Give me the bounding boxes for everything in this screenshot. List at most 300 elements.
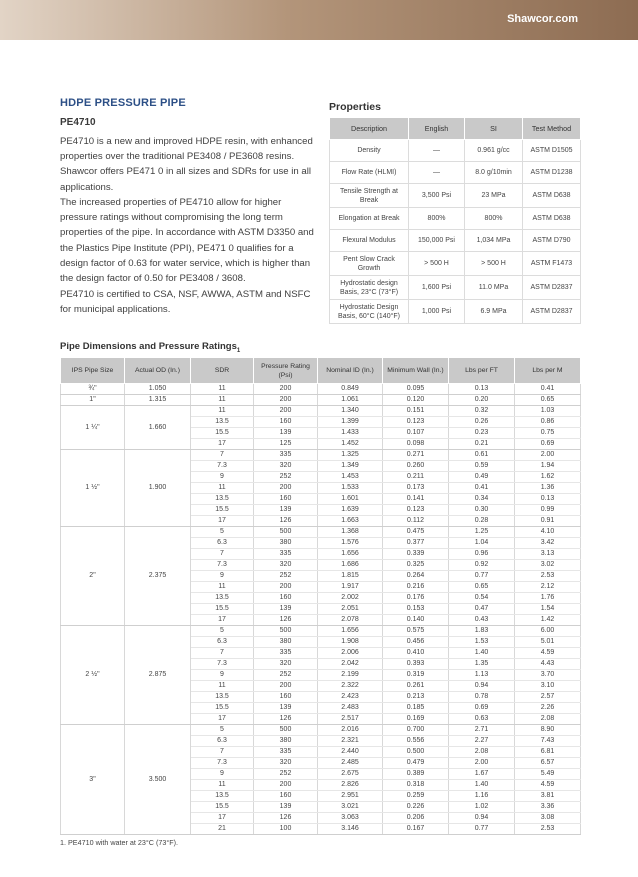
- dimensions-cell: 252: [254, 769, 318, 780]
- dimensions-cell: 1.40: [449, 780, 515, 791]
- dimensions-cell: 0.69: [515, 439, 581, 450]
- dimensions-cell: 0.61: [449, 450, 515, 461]
- dimensions-row: [61, 626, 581, 637]
- dimensions-cell: 1.663: [318, 516, 383, 527]
- dimensions-cell: 13.5: [191, 791, 254, 802]
- properties-row: [330, 208, 581, 230]
- dimensions-cell: 6.57: [515, 758, 581, 769]
- dimensions-title-text: Pipe Dimensions and Pressure Ratings: [60, 341, 237, 352]
- pipe-size-cell: 1": [61, 395, 125, 406]
- dimensions-cell: 21: [191, 824, 254, 835]
- dimensions-cell: 0.77: [449, 571, 515, 582]
- intro-paragraph-3: PE4710 is certified to CSA, NSF, AWWA, ASTM and NSFC for municipal applications.: [60, 289, 311, 316]
- dimensions-cell: 1.54: [515, 604, 581, 615]
- dimensions-cell: 0.169: [383, 714, 449, 725]
- dimensions-cell: 4.59: [515, 648, 581, 659]
- dimensions-cell: 160: [254, 791, 318, 802]
- properties-cell: —: [409, 140, 465, 162]
- dimensions-cell: 1.67: [449, 769, 515, 780]
- properties-cell: 6.9 MPa: [465, 300, 523, 324]
- dimensions-cell: 1.35: [449, 659, 515, 670]
- outer-diameter-cell: 1.315: [125, 395, 191, 406]
- dimensions-cell: 2.951: [318, 791, 383, 802]
- dimensions-cell: 1.399: [318, 417, 383, 428]
- dimensions-cell: 3.10: [515, 681, 581, 692]
- properties-header-cell: Test Method: [523, 118, 581, 140]
- dimensions-cell: 6.3: [191, 637, 254, 648]
- dimensions-cell: 380: [254, 736, 318, 747]
- properties-cell: > 500 H: [409, 252, 465, 276]
- dimensions-cell: 1.433: [318, 428, 383, 439]
- dimensions-cell: 2.826: [318, 780, 383, 791]
- pipe-size-cell: 2": [61, 527, 125, 626]
- dimensions-cell: 200: [254, 395, 318, 406]
- dimensions-cell: 11: [191, 582, 254, 593]
- dimensions-cell: 160: [254, 417, 318, 428]
- pipe-size-cell: 1 ½": [61, 450, 125, 527]
- properties-row: [330, 252, 581, 276]
- dimensions-cell: 0.849: [318, 384, 383, 395]
- dimensions-cell: 1.368: [318, 527, 383, 538]
- dimensions-cell: 2.27: [449, 736, 515, 747]
- dimensions-cell: 0.700: [383, 725, 449, 736]
- dimensions-cell: 13.5: [191, 692, 254, 703]
- properties-row: [330, 276, 581, 300]
- dimensions-cell: 126: [254, 516, 318, 527]
- dimensions-cell: 1.325: [318, 450, 383, 461]
- properties-cell: ASTM D638: [523, 184, 581, 208]
- dimensions-cell: 252: [254, 571, 318, 582]
- properties-header-cell: SI: [465, 118, 523, 140]
- dimensions-cell: 1.601: [318, 494, 383, 505]
- dimensions-cell: 1.656: [318, 549, 383, 560]
- dimensions-cell: 0.264: [383, 571, 449, 582]
- dimensions-cell: 380: [254, 538, 318, 549]
- dimensions-cell: 6.3: [191, 736, 254, 747]
- properties-row: [330, 230, 581, 252]
- dimensions-cell: 1.349: [318, 461, 383, 472]
- dimensions-cell: 2.042: [318, 659, 383, 670]
- properties-row: [330, 184, 581, 208]
- dimensions-cell: 200: [254, 780, 318, 791]
- outer-diameter-cell: 1.900: [125, 450, 191, 527]
- dimensions-cell: 0.271: [383, 450, 449, 461]
- dimensions-cell: 2.078: [318, 615, 383, 626]
- dimensions-cell: 2.00: [449, 758, 515, 769]
- dimensions-cell: 2.485: [318, 758, 383, 769]
- dimensions-cell: 3.146: [318, 824, 383, 835]
- dimensions-cell: 1.656: [318, 626, 383, 637]
- properties-cell: ASTM D790: [523, 230, 581, 252]
- properties-cell: ASTM D638: [523, 208, 581, 230]
- properties-cell: ASTM D1238: [523, 162, 581, 184]
- properties-cell: Flexural Modulus: [330, 230, 409, 252]
- footnote: 1. PE4710 with water at 23°C (73°F).: [60, 838, 179, 847]
- dimensions-cell: 0.153: [383, 604, 449, 615]
- dimensions-cell: 2.051: [318, 604, 383, 615]
- dimensions-cell: 0.120: [383, 395, 449, 406]
- dimensions-cell: 15.5: [191, 703, 254, 714]
- properties-cell: 800%: [465, 208, 523, 230]
- properties-cell: 800%: [409, 208, 465, 230]
- dimensions-cell: 2.26: [515, 703, 581, 714]
- properties-cell: 1,034 MPa: [465, 230, 523, 252]
- dimensions-cell: 0.393: [383, 659, 449, 670]
- dimensions-cell: 1.83: [449, 626, 515, 637]
- properties-cell: 23 MPa: [465, 184, 523, 208]
- dimensions-cell: 335: [254, 648, 318, 659]
- dimensions-cell: 4.59: [515, 780, 581, 791]
- dimensions-header-cell: Lbs per FT: [449, 358, 515, 384]
- properties-title: Properties: [329, 101, 381, 113]
- dimensions-cell: 3.36: [515, 802, 581, 813]
- dimensions-cell: 9: [191, 571, 254, 582]
- dimensions-cell: 3.42: [515, 538, 581, 549]
- dimensions-cell: 11: [191, 780, 254, 791]
- dimensions-cell: 17: [191, 439, 254, 450]
- dimensions-cell: 0.176: [383, 593, 449, 604]
- dimensions-cell: 1.576: [318, 538, 383, 549]
- outer-diameter-cell: 1.660: [125, 406, 191, 450]
- dimensions-row: [61, 725, 581, 736]
- dimensions-cell: 0.319: [383, 670, 449, 681]
- dimensions-cell: 11: [191, 395, 254, 406]
- dimensions-cell: 1.639: [318, 505, 383, 516]
- dimensions-cell: 125: [254, 439, 318, 450]
- dimensions-cell: 17: [191, 714, 254, 725]
- dimensions-cell: 2.08: [515, 714, 581, 725]
- dimensions-cell: 1.02: [449, 802, 515, 813]
- dimensions-cell: 5: [191, 626, 254, 637]
- dimensions-cell: 0.13: [515, 494, 581, 505]
- properties-table: [329, 117, 581, 324]
- dimensions-cell: 2.00: [515, 450, 581, 461]
- dimensions-cell: 0.556: [383, 736, 449, 747]
- dimensions-cell: 1.53: [449, 637, 515, 648]
- dimensions-cell: 139: [254, 802, 318, 813]
- dimensions-cell: 160: [254, 494, 318, 505]
- properties-cell: Density: [330, 140, 409, 162]
- dimensions-cell: 4.43: [515, 659, 581, 670]
- dimensions-cell: 320: [254, 659, 318, 670]
- dimensions-header-cell: Actual OD (In.): [125, 358, 191, 384]
- dimensions-cell: 200: [254, 681, 318, 692]
- dimensions-cell: 0.65: [515, 395, 581, 406]
- dimensions-cell: 0.456: [383, 637, 449, 648]
- dimensions-cell: 8.90: [515, 725, 581, 736]
- dimensions-cell: 0.325: [383, 560, 449, 571]
- dimensions-cell: 500: [254, 725, 318, 736]
- dimensions-cell: 1.25: [449, 527, 515, 538]
- dimensions-cell: 17: [191, 813, 254, 824]
- properties-cell: 1,600 Psi: [409, 276, 465, 300]
- brand-link[interactable]: Shawcor.com: [507, 13, 578, 25]
- dimensions-cell: 7.3: [191, 560, 254, 571]
- dimensions-cell: 0.140: [383, 615, 449, 626]
- dimensions-cell: 7: [191, 549, 254, 560]
- dimensions-cell: 15.5: [191, 428, 254, 439]
- dimensions-cell: 200: [254, 384, 318, 395]
- properties-cell: Tensile Strength at Break: [330, 184, 409, 208]
- dimensions-cell: 500: [254, 527, 318, 538]
- dimensions-cell: 0.99: [515, 505, 581, 516]
- dimensions-cell: 0.123: [383, 417, 449, 428]
- dimensions-cell: 0.96: [449, 549, 515, 560]
- dimensions-cell: 3.81: [515, 791, 581, 802]
- dimensions-cell: 11: [191, 406, 254, 417]
- properties-cell: Flow Rate (HLMI): [330, 162, 409, 184]
- dimensions-cell: 0.095: [383, 384, 449, 395]
- dimensions-cell: 500: [254, 626, 318, 637]
- dimensions-cell: 7: [191, 450, 254, 461]
- dimensions-cell: 15.5: [191, 802, 254, 813]
- outer-diameter-cell: 2.375: [125, 527, 191, 626]
- pipe-size-cell: 2 ½": [61, 626, 125, 725]
- properties-cell: 3,500 Psi: [409, 184, 465, 208]
- dimensions-cell: 9: [191, 670, 254, 681]
- dimensions-cell: 7.3: [191, 461, 254, 472]
- dimensions-cell: 0.41: [449, 483, 515, 494]
- dimensions-cell: 0.49: [449, 472, 515, 483]
- dimensions-cell: 13.5: [191, 494, 254, 505]
- dimensions-table: [60, 357, 581, 835]
- properties-header-cell: English: [409, 118, 465, 140]
- dimensions-cell: 0.75: [515, 428, 581, 439]
- dimensions-cell: 0.86: [515, 417, 581, 428]
- dimensions-cell: 1.533: [318, 483, 383, 494]
- dimensions-cell: 1.04: [449, 538, 515, 549]
- dimensions-cell: 100: [254, 824, 318, 835]
- dimensions-cell: 0.318: [383, 780, 449, 791]
- dimensions-cell: 11: [191, 483, 254, 494]
- dimensions-cell: 139: [254, 505, 318, 516]
- properties-cell: > 500 H: [465, 252, 523, 276]
- dimensions-cell: 3.02: [515, 560, 581, 571]
- dimensions-cell: 0.23: [449, 428, 515, 439]
- dimensions-cell: 2.199: [318, 670, 383, 681]
- dimensions-cell: 1.452: [318, 439, 383, 450]
- dimensions-cell: 0.479: [383, 758, 449, 769]
- dimensions-cell: 252: [254, 472, 318, 483]
- dimensions-cell: 200: [254, 483, 318, 494]
- dimensions-cell: 17: [191, 516, 254, 527]
- dimensions-cell: 0.185: [383, 703, 449, 714]
- dimensions-header-cell: SDR: [191, 358, 254, 384]
- properties-cell: ASTM F1473: [523, 252, 581, 276]
- dimensions-cell: 0.43: [449, 615, 515, 626]
- resin-name: PE4710: [60, 117, 96, 128]
- intro-paragraph-2: The increased properties of PE4710 allow for higher pressure ratings without compromising the long term properties of the pipe. In accordance with ASTM D3350 and the Plastics Pipe Institute (PPI), PE471 0 qualifies for a design factor of 0.63 for water service, which is higher than the design factor of 0.50 for PE3408 / 3608.: [60, 197, 314, 285]
- properties-cell: Hydrostatic design Basis, 23°C (73°F): [330, 276, 409, 300]
- pipe-size-cell: 1 ¼": [61, 406, 125, 450]
- pipe-size-cell: 3": [61, 725, 125, 835]
- dimensions-cell: 0.500: [383, 747, 449, 758]
- dimensions-cell: 2.440: [318, 747, 383, 758]
- dimensions-cell: 0.20: [449, 395, 515, 406]
- dimensions-cell: 0.123: [383, 505, 449, 516]
- dimensions-cell: 7: [191, 747, 254, 758]
- dimensions-cell: 160: [254, 593, 318, 604]
- dimensions-cell: 126: [254, 615, 318, 626]
- dimensions-cell: 0.54: [449, 593, 515, 604]
- dimensions-cell: 0.78: [449, 692, 515, 703]
- properties-cell: 11.0 MPa: [465, 276, 523, 300]
- dimensions-cell: 11: [191, 681, 254, 692]
- dimensions-cell: 2.08: [449, 747, 515, 758]
- dimensions-cell: 3.063: [318, 813, 383, 824]
- dimensions-cell: 7: [191, 648, 254, 659]
- footnote-marker: 1: [236, 347, 241, 354]
- dimensions-cell: 15.5: [191, 505, 254, 516]
- properties-cell: 0.961 g/cc: [465, 140, 523, 162]
- dimensions-cell: 0.30: [449, 505, 515, 516]
- dimensions-cell: 0.63: [449, 714, 515, 725]
- dimensions-cell: 2.321: [318, 736, 383, 747]
- dimensions-cell: 1.16: [449, 791, 515, 802]
- dimensions-cell: 126: [254, 714, 318, 725]
- dimensions-cell: 1.36: [515, 483, 581, 494]
- dimensions-cell: 0.141: [383, 494, 449, 505]
- dimensions-cell: 0.28: [449, 516, 515, 527]
- dimensions-cell: 13.5: [191, 417, 254, 428]
- dimensions-row: [61, 395, 581, 406]
- dimensions-cell: 0.77: [449, 824, 515, 835]
- dimensions-cell: 0.26: [449, 417, 515, 428]
- dimensions-cell: 7.43: [515, 736, 581, 747]
- properties-header-cell: Description: [330, 118, 409, 140]
- dimensions-cell: 335: [254, 450, 318, 461]
- dimensions-cell: 2.12: [515, 582, 581, 593]
- dimensions-cell: 1.13: [449, 670, 515, 681]
- properties-cell: Hydrostatic Design Basis, 60°C (140°F): [330, 300, 409, 324]
- dimensions-cell: 2.57: [515, 692, 581, 703]
- dimensions-cell: 139: [254, 604, 318, 615]
- dimensions-cell: 1.686: [318, 560, 383, 571]
- dimensions-cell: 0.339: [383, 549, 449, 560]
- dimensions-cell: 3.021: [318, 802, 383, 813]
- dimensions-cell: 2.006: [318, 648, 383, 659]
- dimensions-cell: 320: [254, 461, 318, 472]
- dimensions-cell: 1.40: [449, 648, 515, 659]
- properties-row: [330, 162, 581, 184]
- dimensions-cell: 1.62: [515, 472, 581, 483]
- dimensions-cell: 160: [254, 692, 318, 703]
- properties-row: [330, 300, 581, 324]
- dimensions-cell: 335: [254, 549, 318, 560]
- properties-cell: Pent Slow Crack Growth: [330, 252, 409, 276]
- dimensions-cell: 2.423: [318, 692, 383, 703]
- dimensions-cell: 0.13: [449, 384, 515, 395]
- dimensions-cell: 1.061: [318, 395, 383, 406]
- dimensions-cell: 0.389: [383, 769, 449, 780]
- properties-cell: ASTM D2837: [523, 276, 581, 300]
- dimensions-cell: 335: [254, 747, 318, 758]
- dimensions-cell: 0.206: [383, 813, 449, 824]
- dimensions-cell: 2.016: [318, 725, 383, 736]
- dimensions-cell: 0.213: [383, 692, 449, 703]
- outer-diameter-cell: 1.050: [125, 384, 191, 395]
- dimensions-cell: 13.5: [191, 593, 254, 604]
- dimensions-cell: 1.453: [318, 472, 383, 483]
- dimensions-cell: 0.410: [383, 648, 449, 659]
- dimensions-cell: 0.098: [383, 439, 449, 450]
- dimensions-cell: 5: [191, 527, 254, 538]
- outer-diameter-cell: 2.875: [125, 626, 191, 725]
- dimensions-cell: 5.01: [515, 637, 581, 648]
- dimensions-cell: 2.675: [318, 769, 383, 780]
- pipe-size-cell: ¾": [61, 384, 125, 395]
- dimensions-cell: 0.167: [383, 824, 449, 835]
- properties-cell: ASTM D2837: [523, 300, 581, 324]
- properties-cell: 150,000 Psi: [409, 230, 465, 252]
- dimensions-cell: 11: [191, 384, 254, 395]
- dimensions-cell: 1.340: [318, 406, 383, 417]
- dimensions-cell: 0.92: [449, 560, 515, 571]
- dimensions-cell: 0.173: [383, 483, 449, 494]
- properties-cell: —: [409, 162, 465, 184]
- dimensions-cell: 0.226: [383, 802, 449, 813]
- dimensions-cell: 6.3: [191, 538, 254, 549]
- dimensions-cell: 1.03: [515, 406, 581, 417]
- dimensions-row: [61, 450, 581, 461]
- dimensions-cell: 139: [254, 428, 318, 439]
- dimensions-cell: 0.377: [383, 538, 449, 549]
- dimensions-cell: 4.10: [515, 527, 581, 538]
- dimensions-cell: 0.65: [449, 582, 515, 593]
- dimensions-cell: 0.475: [383, 527, 449, 538]
- properties-row: [330, 140, 581, 162]
- dimensions-title: [60, 341, 240, 354]
- dimensions-cell: 252: [254, 670, 318, 681]
- dimensions-cell: 0.112: [383, 516, 449, 527]
- dimensions-cell: 0.261: [383, 681, 449, 692]
- dimensions-cell: 3.13: [515, 549, 581, 560]
- dimensions-header-cell: Minimum Wall (In.): [383, 358, 449, 384]
- dimensions-cell: 0.34: [449, 494, 515, 505]
- dimensions-cell: 2.483: [318, 703, 383, 714]
- dimensions-cell: 3.70: [515, 670, 581, 681]
- dimensions-cell: 6.00: [515, 626, 581, 637]
- dimensions-cell: 5.49: [515, 769, 581, 780]
- dimensions-cell: 126: [254, 813, 318, 824]
- dimensions-cell: 0.47: [449, 604, 515, 615]
- outer-diameter-cell: 3.500: [125, 725, 191, 835]
- dimensions-cell: 2.322: [318, 681, 383, 692]
- section-title: HDPE PRESSURE PIPE: [60, 97, 186, 109]
- dimensions-cell: 0.32: [449, 406, 515, 417]
- dimensions-cell: 1.908: [318, 637, 383, 648]
- dimensions-row: [61, 527, 581, 538]
- dimensions-cell: 15.5: [191, 604, 254, 615]
- dimensions-cell: 2.002: [318, 593, 383, 604]
- dimensions-cell: 0.91: [515, 516, 581, 527]
- dimensions-row: [61, 384, 581, 395]
- dimensions-cell: 0.59: [449, 461, 515, 472]
- dimensions-cell: 0.151: [383, 406, 449, 417]
- dimensions-cell: 0.575: [383, 626, 449, 637]
- dimensions-cell: 1.76: [515, 593, 581, 604]
- intro-paragraph-1: PE4710 is a new and improved HDPE resin, with enhanced properties over the traditional PE3408 / PE3608 resins. Shawcor offers PE471 0 in all sizes and SDRs for use in all applications.: [60, 136, 313, 193]
- dimensions-cell: 7.3: [191, 659, 254, 670]
- dimensions-cell: 1.94: [515, 461, 581, 472]
- properties-cell: ASTM D1505: [523, 140, 581, 162]
- dimensions-cell: 200: [254, 406, 318, 417]
- dimensions-header-cell: IPS Pipe Size: [61, 358, 125, 384]
- dimensions-cell: 0.216: [383, 582, 449, 593]
- dimensions-cell: 6.81: [515, 747, 581, 758]
- dimensions-row: [61, 406, 581, 417]
- dimensions-cell: 139: [254, 703, 318, 714]
